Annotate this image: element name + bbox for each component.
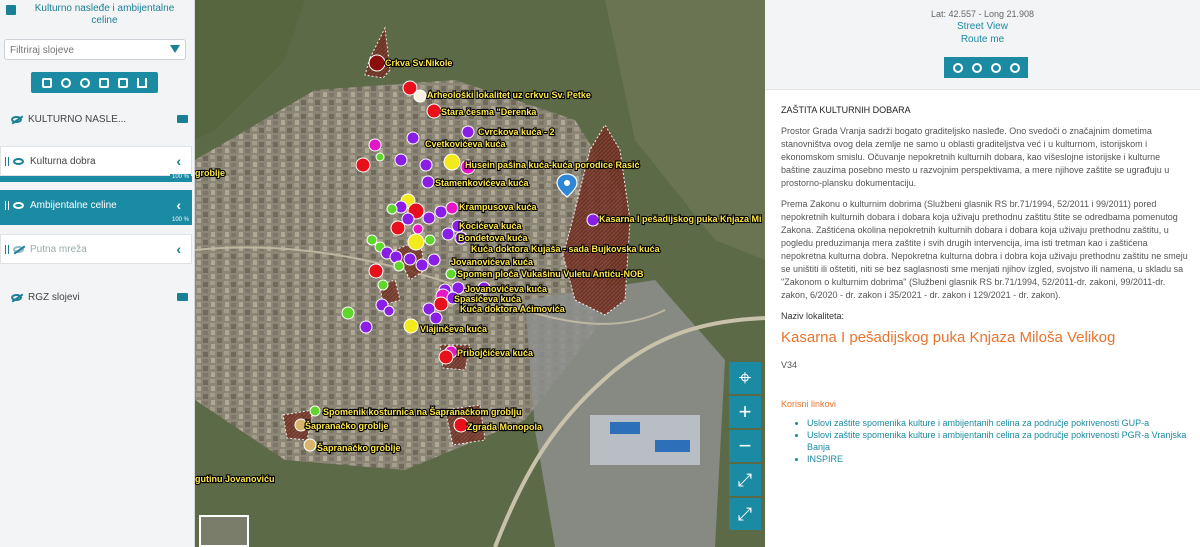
link-inspire[interactable]: • INSPIRE (807, 453, 1189, 465)
map-label: Kuća doktora Kujaša - sada Bujkovska kuća (471, 244, 660, 254)
site-marker[interactable] (376, 153, 384, 161)
map-label: Cvetkovićeva kuća (425, 139, 506, 149)
map-label: Stara česma "Derenka (441, 107, 537, 117)
site-marker[interactable] (428, 254, 440, 266)
map-label: Bondetova kuća (458, 233, 528, 243)
route-link[interactable]: Route me (960, 34, 1005, 45)
map-label: Spomenik kosturnica na Šapranačkom groblju (323, 407, 522, 417)
tools-icon[interactable] (1010, 63, 1020, 73)
map-label: gutinu Jovanoviću (195, 474, 275, 484)
paragraph: Prema Zakonu o kulturnim dobrima (Službeni glasnik RS br.71/1994, 52/2011 i 99/2011) pored nepokretnih kulturnih dobara i dobara koja uživaju prethodnu zaštitu štite se odredbama pomenutog Zakona. Zaštićena okolina nepokretnih kulturnih dobara i dobara koja uživaju prethodnu zaštitu, u pogledu preduzimanja mera zaštite i svih drugih intervencija, ima isti tretman kao i zaštićena nepokretna kulturna dobra. Nepokretna kulturna dobra i dobra koja uživaju prethodnu zaštitu ne smeju se uništiti ili oštetiti, niti se bez saglasnosti sme menjati njihov izgled, svojstvo ili namena, u skladu sa "Zakonom o kulturnim dobrima" (Službeni glasnik RS br.71/1994, 52/2011-dr. zakoni, 99/2011-dr. zakon, 6/2020 - dr. zakon i 35/2021 - dr. zakon i 129/2021 - dr. zakon). (781, 199, 1188, 300)
site-marker[interactable] (462, 126, 474, 138)
site-marker[interactable] (430, 312, 442, 324)
site-marker[interactable] (444, 154, 460, 170)
site-marker[interactable] (416, 259, 428, 271)
chevron-left-icon[interactable]: ‹ (176, 197, 181, 213)
folder-icon[interactable] (177, 293, 188, 301)
map-label: Arheološki lokalitet uz crkvu Sv. Petke (427, 90, 591, 100)
visibility-off-icon[interactable] (11, 294, 22, 301)
progress-label: 100 % (171, 174, 189, 180)
overview-minimap[interactable] (199, 515, 249, 547)
layer-label: Putna mreža (30, 243, 87, 255)
sidebar-toolbar (31, 72, 158, 93)
site-marker[interactable] (434, 297, 448, 311)
layer-putna-mreza[interactable] (0, 234, 192, 264)
layer-progress (0, 219, 192, 225)
group-label: RGZ slojevi (28, 291, 80, 303)
pin-icon[interactable] (80, 78, 90, 88)
site-marker[interactable] (414, 90, 426, 102)
site-marker[interactable] (422, 176, 434, 188)
link-pgr[interactable]: • Uslovi zaštite spomenika kulture i ambijentanih celina za područje pokrivenosti PGR-a Vranjska Banja (807, 429, 1189, 453)
links-heading: Korisni linkovi (781, 399, 837, 409)
chevron-left-icon[interactable]: ‹ (176, 241, 181, 257)
site-marker[interactable] (423, 212, 435, 224)
table-icon[interactable] (99, 78, 109, 88)
panel-header (765, 0, 1200, 90)
site-marker[interactable] (394, 261, 404, 271)
layer-sidebar (0, 0, 195, 547)
map-label: Kuća doktora Aćimovića (460, 304, 565, 314)
map-label: Pribojčićeva kuća (457, 348, 534, 358)
site-marker[interactable] (395, 154, 407, 166)
tools-icon[interactable] (61, 78, 71, 88)
site-marker[interactable] (369, 264, 383, 278)
site-marker[interactable] (369, 139, 381, 151)
site-marker[interactable] (408, 234, 424, 250)
site-marker[interactable] (404, 253, 416, 265)
layer-kulturna-dobra[interactable] (0, 146, 192, 176)
globe-icon[interactable] (972, 63, 982, 73)
site-marker[interactable] (435, 206, 447, 218)
panel-toolbar (944, 57, 1028, 78)
panel-body (781, 104, 1189, 465)
site-marker[interactable] (360, 321, 372, 333)
site-marker[interactable] (369, 55, 385, 71)
layers-icon (6, 5, 16, 15)
fullscreen-button[interactable]: ⤢ (729, 498, 761, 530)
info-panel (765, 0, 1200, 547)
group-rgz-slojevi[interactable] (0, 285, 195, 309)
site-name: Kasarna I pešadijskog puka Knjaza Miloša Velikog (781, 329, 1116, 346)
progress-label: 100 % (171, 217, 189, 223)
site-marker[interactable] (413, 224, 423, 234)
drag-handle-icon[interactable] (5, 245, 9, 254)
visibility-icon[interactable] (13, 202, 24, 209)
map-label: Crkva Sv.Nikole (385, 58, 453, 68)
site-code: V34 (781, 360, 798, 370)
link-gup[interactable]: • Uslovi zaštite spomenika kulture i ambijentanih celina za područje pokrivenosti GUP-a (807, 417, 1189, 429)
full-extent-button[interactable]: ⤢ (729, 464, 761, 496)
sidebar-header (0, 0, 194, 34)
site-marker[interactable] (367, 235, 377, 245)
visibility-off-icon[interactable] (13, 246, 24, 253)
map-label: Jovanovićeva kuća (465, 284, 548, 294)
layer-filter[interactable] (4, 39, 186, 60)
zoom-in-button[interactable]: + (729, 396, 761, 428)
site-marker[interactable] (356, 158, 370, 172)
select-icon[interactable] (42, 78, 52, 88)
folder-open-icon[interactable] (177, 115, 188, 123)
map-view[interactable] (195, 0, 765, 547)
site-marker[interactable] (439, 350, 453, 364)
locate-button[interactable]: ⌖ (729, 362, 761, 394)
site-marker[interactable] (446, 202, 458, 214)
drag-handle-icon[interactable] (5, 157, 9, 166)
site-marker[interactable] (384, 306, 394, 316)
map-label: Spasićeva kuća (454, 294, 522, 304)
blue-roof (610, 422, 640, 434)
layer-progress (0, 176, 192, 182)
map-label: Cvrckova kuća - 2 (478, 127, 555, 137)
street-view-link[interactable]: Street View (957, 21, 1008, 32)
site-marker[interactable] (427, 104, 441, 118)
visibility-off-icon[interactable] (11, 116, 22, 123)
chart-icon[interactable] (137, 78, 147, 88)
progress-fill (0, 176, 192, 182)
site-marker[interactable] (407, 132, 419, 144)
map-label: Šapranačko groblje (305, 421, 389, 431)
site-marker[interactable] (387, 204, 397, 214)
map-label: Šapranačko groblje (317, 443, 401, 453)
map-label: Zgrada Monopola (467, 422, 542, 432)
map-label: groblje (195, 168, 226, 178)
site-name-label: Naziv lokaliteta: (781, 311, 845, 321)
filter-icon[interactable] (170, 45, 180, 53)
paragraph: Prostor Grada Vranja sadrži bogato graditeljsko nasleđe. Ono svedoči o značajnim dometima stanovništva ovog dela zemlje ne samo u oblasti graditeljstva već i u kulturnom, istorijskom i ekonomskom smislu. Očuvanje nepokretnih kulturnih dobara, kao višeslojne istorijske i kulturne baštine zauzima posebno mesto u razvojnim perspektivama, a mere njihove zaštite se ugrađuju u prostorno-plansku dokumentaciju. (781, 126, 1170, 188)
site-marker[interactable] (378, 280, 388, 290)
blue-roof (655, 440, 690, 452)
site-marker[interactable] (442, 228, 454, 240)
visibility-icon[interactable] (13, 158, 24, 165)
site-marker[interactable] (404, 319, 418, 333)
site-marker[interactable] (587, 214, 599, 226)
layer-label: Ambijentalne celine (30, 199, 117, 211)
coordinates-readout: Lat: 42.557 - Long 21.908 (930, 9, 1035, 19)
trash-icon[interactable] (118, 78, 128, 88)
layer-ambijentalne-celine[interactable] (0, 190, 192, 220)
group-kulturno-nasledje[interactable] (0, 107, 195, 131)
map-label: Spomen ploča Vukašinu Vuletu Antiću-NOB (457, 269, 644, 279)
chevron-left-icon[interactable]: ‹ (176, 153, 181, 169)
info-icon[interactable] (953, 63, 963, 73)
group-label: KULTURNO NASLE... (28, 113, 127, 125)
section-heading: ZAŠTITA KULTURNIH DOBARA (781, 105, 911, 115)
site-marker[interactable] (402, 213, 414, 225)
site-marker[interactable] (391, 221, 405, 235)
progress-fill (0, 219, 192, 225)
site-marker[interactable] (454, 418, 468, 432)
drag-handle-icon[interactable] (5, 201, 9, 210)
layer-label: Kulturna dobra (30, 155, 96, 167)
chart-icon[interactable] (991, 63, 1001, 73)
map-label: Kocićeva kuća (459, 221, 522, 231)
map-label: Jovanovićeva kuća (451, 257, 534, 267)
site-marker[interactable] (310, 406, 320, 416)
zoom-out-button[interactable]: − (729, 430, 761, 462)
layer-filter-input[interactable] (5, 41, 155, 60)
map-label: Kasarna I pešadijskog puka Knjaza Mi (599, 214, 762, 224)
site-marker[interactable] (425, 235, 435, 245)
sidebar-title: Kulturno nasleđe i ambijentalne celine (34, 3, 175, 26)
map-canvas[interactable] (195, 0, 765, 547)
map-label: Vlajinčeva kuća (420, 324, 488, 334)
site-marker[interactable] (304, 439, 316, 451)
map-label: Stamenkovićeva kuća (435, 178, 529, 188)
map-label: Krampusova kuća (459, 202, 537, 212)
links-list (781, 417, 1189, 465)
site-marker[interactable] (342, 307, 354, 319)
site-marker[interactable] (420, 159, 432, 171)
site-marker[interactable] (446, 269, 456, 279)
map-label: Husein pašina kuća-kuća porodice Rasić (465, 160, 640, 170)
